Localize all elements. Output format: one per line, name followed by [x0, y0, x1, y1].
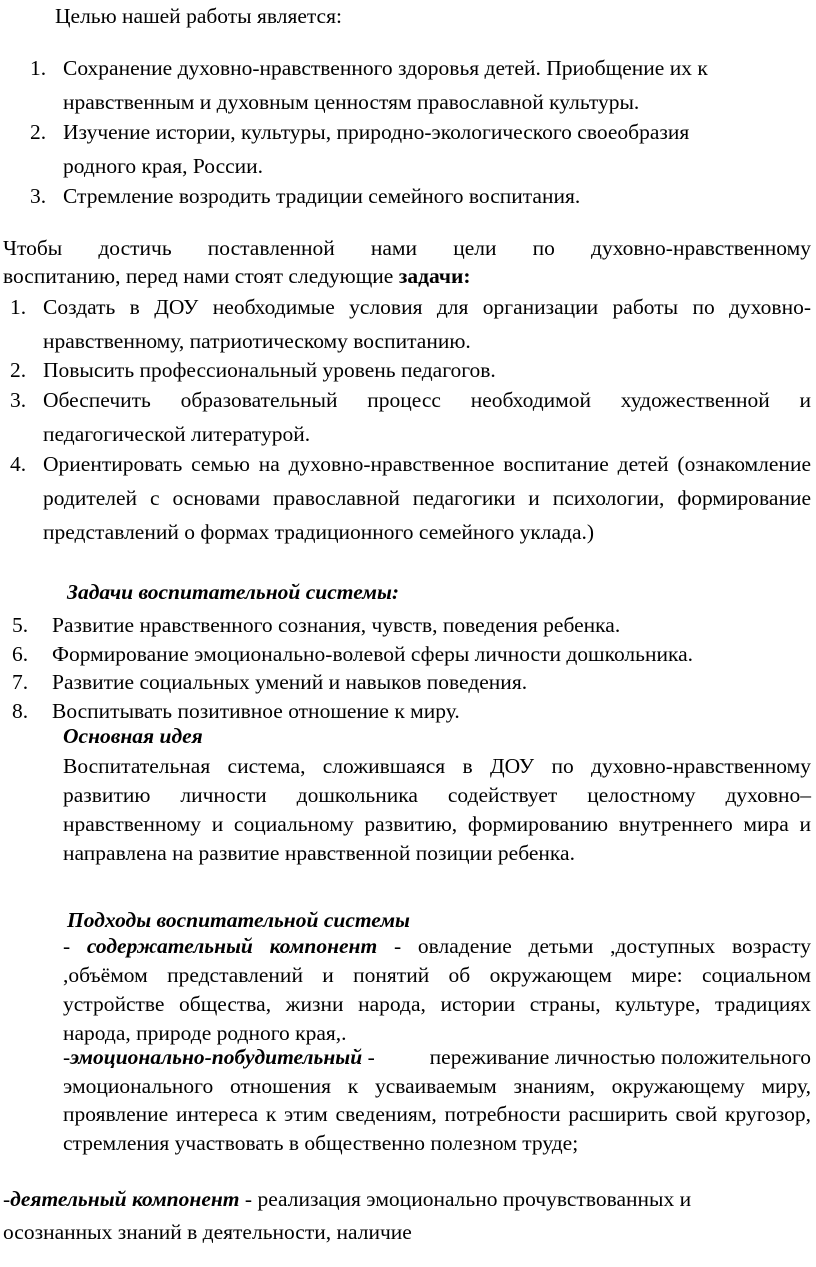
list-item-text: Формирование эмоционально-волевой сферы личности дошкольника.: [52, 642, 693, 666]
list-item-line: нравственным и духовным ценностям православной культуры.: [63, 90, 640, 114]
list-number: 8.: [12, 699, 29, 723]
main-idea-text: Воспитательная система, сложившаяся в ДОУ по духовно-нравственному развитию личности дошкольника содействует целостному духовно–нравственному и социальному развитию, формированию внутреннего мира и направлена на развитие нравственной позиции ребенка.: [63, 754, 811, 865]
emotional-component-text: - переживание личностью положительного эмоционального отношения к усваиваемым знаниям, окружающему миру, проявление интереса к этим сведениям, потребности расширить свой кругозор, стремления участвовать в общественно полезном труде;: [63, 1045, 816, 1155]
list-item: [30, 118, 790, 180]
list-item-text: Воспитывать позитивное отношение к миру.: [52, 699, 460, 723]
activity-component-line2: осознанных знаний в деятельности, наличие: [3, 1220, 412, 1244]
activity-component-term: деятельный компонент: [10, 1187, 240, 1211]
list-item: [12, 611, 620, 639]
list-item: [10, 290, 811, 358]
list-number: 1.: [10, 295, 27, 319]
list-number: 3.: [10, 388, 27, 412]
dash-prefix: -: [63, 934, 87, 958]
emotional-component-term: эмоционально-побудительный: [70, 1045, 363, 1069]
list-item-line: Стремление возродить традиции семейного воспитания.: [63, 184, 581, 208]
list-item: [10, 353, 811, 387]
list-item-line: Сохранение духовно-нравственного здоровья детей. Приобщение их к: [63, 56, 708, 80]
list-item-text: Развитие нравственного сознания, чувств, поведения ребенка.: [52, 613, 621, 637]
tasks-intro-line2: [3, 262, 811, 290]
list-item-line: Изучение истории, культуры, природно-экологического своеобразия: [63, 120, 690, 144]
list-number: 4.: [10, 452, 27, 476]
tasks-intro-line1: Чтобы достичь поставленной нами цели по духовно-нравственному: [3, 236, 811, 260]
dash-prefix: -: [63, 1045, 71, 1069]
activity-component-text: - реализация эмоционально прочувствованных и: [239, 1187, 692, 1211]
list-number: 2.: [30, 120, 47, 144]
list-item: [12, 668, 527, 696]
list-number: 6.: [12, 642, 29, 666]
list-item-text: Развитие социальных умений и навыков поведения.: [52, 670, 528, 694]
list-item-text: Обеспечить образовательный процесс необходимой художественной и педагогической литературой.: [43, 388, 811, 446]
list-number: 7.: [12, 670, 29, 694]
emotional-component-paragraph: [63, 1043, 816, 1157]
list-number: 2.: [10, 358, 27, 382]
list-item: [12, 640, 693, 668]
list-item-line: родного края, России.: [63, 154, 264, 178]
list-item: [12, 697, 460, 725]
list-item-text: Создать в ДОУ необходимые условия для организации работы по духовно-нравственному, патриотическому воспитанию.: [43, 295, 811, 353]
content-component-term: содержательный компонент: [86, 934, 378, 958]
tasks-intro-text: воспитанию, перед нами стоят следующие: [3, 264, 399, 288]
tasks-label: задачи:: [398, 264, 471, 288]
system-tasks-heading: Задачи воспитательной системы:: [67, 580, 400, 604]
list-item-text: Ориентировать семью на духовно-нравственное воспитание детей (ознакомление родителей с основами православной педагогики и психологии, формирование представлений о формах традиционного семейного уклада.): [43, 452, 811, 544]
approaches-heading: Подходы воспитательной системы: [67, 908, 410, 932]
list-item-text: Повысить профессиональный уровень педагогов.: [43, 358, 496, 382]
list-item: [10, 383, 811, 451]
dash-prefix: -: [3, 1187, 11, 1211]
content-component-text: - овладение детьми ,доступных возрасту ,объёмом представлений и понятий об окружающем мире: социальном устройстве общества, жизни народа, истории страны, культуре, традициях народа, природе родного края,.: [63, 934, 811, 1045]
list-number: 1.: [30, 56, 47, 80]
main-idea-heading: Основная идея: [63, 724, 203, 748]
list-number: 5.: [12, 613, 29, 637]
activity-component-line1: [3, 1185, 811, 1213]
intro-text: Целью нашей работы является:: [55, 4, 342, 28]
list-item: [30, 54, 790, 116]
list-item: [30, 182, 790, 210]
content-component-paragraph: [63, 932, 811, 1048]
list-item: [10, 447, 811, 549]
list-number: 3.: [30, 184, 47, 208]
